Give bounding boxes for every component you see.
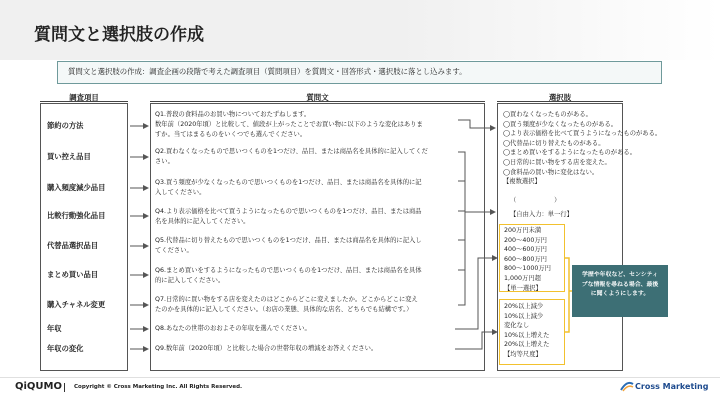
note-line: ブな情報を尋ねる場合、最後 <box>581 281 659 288</box>
question-text: Q6.まとめ買いをするようになったもので思いつくものを1つだけ、品目、または商品名を具体 的に記入してください。 <box>155 267 422 284</box>
options-income-list: 200万円未満 200〜400万円 400〜600万円 600〜800万円 800〜1000万円 1,000万円超 【単一選択】 <box>504 227 551 292</box>
note-line: 学歴や年収など、センシティ <box>582 272 658 278</box>
question-text: Q3.買う頻度が少なくなったもので思いつくものを1つだけ、品目、または商品名を具体的に記 入してください。 <box>155 179 422 196</box>
cross-marketing-logo: Cross Marketing <box>635 382 709 391</box>
question-text: Q4.より表示価格を比べて買うようになったもので思いつくものを1つだけ、品目、または商品 名を具体的に記入してください。 <box>155 208 422 225</box>
copyright-text: Copyright © Cross Marketing Inc. All Rights Reserved. <box>74 384 243 390</box>
column-header-options: 選択肢 <box>548 93 572 102</box>
column-header-items: 調査項目 <box>69 93 99 102</box>
question-text: Q2.買わなくなったもので思いつくものを1つだけ、品目、または商品名を具体的に記入してくだ さい。 <box>155 148 428 165</box>
item-label: 節約の方法 <box>47 121 84 130</box>
options-change-list: 20%以上減少 10%以上減少 変化なし 10%以上増えた 20%以上増えた 【均等尺度】 <box>504 303 550 358</box>
column-header-questions: 質問文 <box>306 93 329 102</box>
qiqumo-logo: QiQUMO <box>15 381 63 392</box>
item-label: 比較行動強化品目 <box>47 211 106 220</box>
item-label: 代替品選択品目 <box>47 241 99 250</box>
item-label: 年収 <box>47 324 62 333</box>
question-text: Q5.代替品に切り替えたもので思いつくものを1つだけ、品目、または商品名を具体的に記入し てください。 <box>155 237 422 254</box>
note-box <box>572 265 668 317</box>
options-free-input: （ ） 【自由入力：単一行】 <box>510 197 573 218</box>
question-text: Q9.数年前（2020年頃）と比較した場合の世帯年収の増減をお答えください。 <box>155 345 378 352</box>
item-label: 買い控え品目 <box>47 152 91 161</box>
question-text: Q1.普段の食料品のお買い物についておたずねします。 数年前（2020年頃）と比較して、値段が上がったことでお買い物に以下のような変化はありま すか。当てはまるものをいくつでも選んでください。 <box>155 111 423 138</box>
question-text: Q8.あなたの世帯のおおよその年収を選んでください。 <box>155 325 311 332</box>
page-title: 質問文と選択肢の作成 <box>34 25 204 45</box>
description-text: 質問文と選択肢の作成：調査企画の段階で考えた調査項目（質問項目）を質問文・回答形式・選択肢に落とし込みます。 <box>68 67 467 76</box>
question-text: Q7.日常的に買い物をする店を変えたのはどこからどこに変えましたか。どこからどこに変え たのかを具体的に記入してください。（お店の業態、具体的な店名、どちらでも結構です。） <box>155 296 418 313</box>
note-line: に聞くようにします。 <box>590 291 650 297</box>
item-label: まとめ買い品目 <box>47 270 99 279</box>
cross-marketing-logo-icon <box>620 380 634 392</box>
item-label: 年収の変化 <box>47 344 84 353</box>
footer-separator <box>64 383 65 392</box>
footer-divider <box>0 377 720 378</box>
item-label: 購入チャネル変更 <box>47 300 106 309</box>
item-label: 購入頻度減少品目 <box>47 183 106 192</box>
options-behavior-list: ◯買わなくなったものがある。 ◯買う頻度が少なくなったものがある。 ◯より表示価格を比べて買うようになったものがある。 ◯代替品に切り替えたものがある。 ◯まとめ買いをするようになったものがある。 ◯日常的に買い物をする店を変えた。 ◯食料品の買い物に変化はない。 【複数選択】 <box>503 111 662 186</box>
